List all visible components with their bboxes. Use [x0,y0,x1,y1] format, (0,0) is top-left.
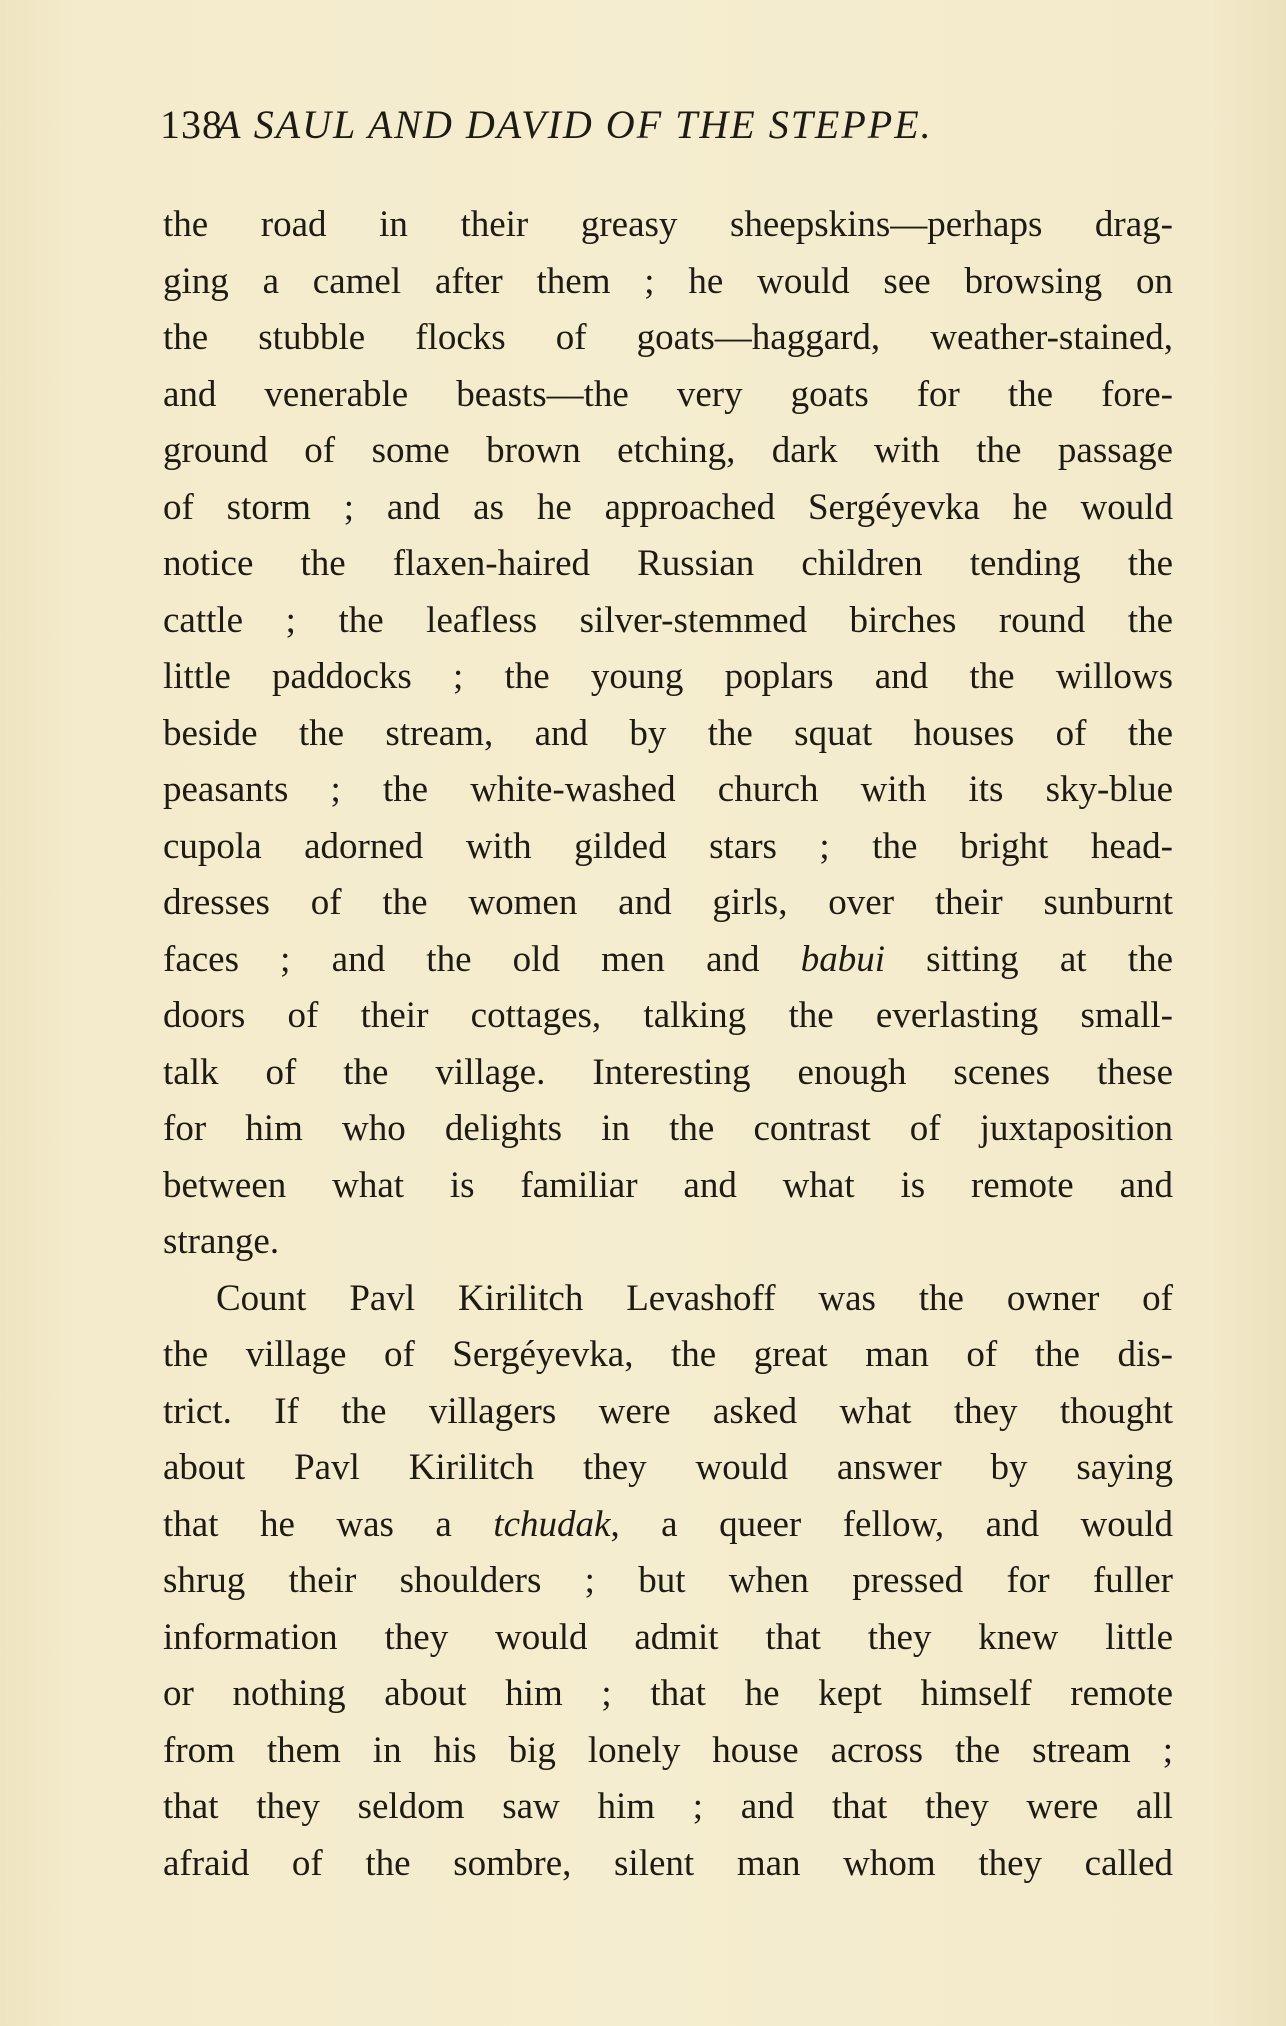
text-line [163,1553,1173,1610]
text-line [163,875,1173,932]
text-segment: and venerable beasts—the very goats for the fore- [163,373,1173,415]
text-line [163,536,1173,593]
text-line [163,1158,1173,1215]
text-segment: talk of the village. Interesting enough scenes these [163,1051,1173,1093]
text-line [163,649,1173,706]
text-line [163,1497,1173,1554]
text-segment: ground of some brown etching, dark with the passage [163,430,1173,471]
text-line [163,367,1173,424]
text-segment: cupola adorned with gilded stars ; the bright head- [163,825,1173,867]
text-segment: afraid of the sombre, silent man whom they called [163,1842,1173,1884]
text-segment: cattle ; the leafless silver-stemmed birches round the [163,599,1173,641]
text-segment: dresses of the women and girls, over their sunburnt [163,882,1173,923]
text-line [163,197,1173,254]
text-line [163,1836,1173,1893]
page-number: 138 [160,102,223,147]
text-segment: of storm ; and as he approached Sergéyevka he would [163,486,1173,528]
italic-word: tchudak [493,1503,611,1545]
text-segment: the road in their greasy sheepskins—perhaps drag- [163,204,1173,245]
text-line [163,310,1173,367]
text-segment: beside the stream, and by the squat houses of the [163,712,1173,754]
text-line [163,1045,1173,1102]
text-line [163,254,1173,311]
text-line [163,762,1173,819]
text-segment: shrug their shoulders ; but when pressed for fuller [163,1560,1173,1601]
text-line [163,932,1173,989]
text-line [163,1384,1173,1441]
text-line [163,1101,1173,1158]
text-line [163,819,1173,876]
text-segment: strange. [163,1221,280,1262]
text-segment: for him who delights in the contrast of juxtaposition [163,1108,1173,1149]
body-text [163,197,1173,1892]
running-head [160,100,1120,150]
text-line [163,1327,1173,1384]
text-segment: that he was a [163,1503,494,1545]
text-segment: from them in his big lonely house across the stream ; [163,1729,1173,1771]
italic-word: babui [800,938,885,980]
text-line [163,1779,1173,1836]
text-segment: that they seldom saw him ; and that they were all [163,1786,1173,1827]
text-segment: the village of Sergéyevka, the great man of the dis- [163,1334,1173,1375]
text-line [163,1440,1173,1497]
text-line [163,706,1173,763]
text-segment: faces ; and the old men and [163,938,801,980]
text-segment: notice the flaxen-haired Russian children tending the [163,543,1173,584]
running-title: A SAUL AND DAVID OF THE STEPPE. [216,102,933,147]
text-line [163,593,1173,650]
text-segment: about Pavl Kirilitch they would answer by saying [163,1447,1173,1488]
text-segment: between what is familiar and what is remote and [163,1164,1173,1206]
text-segment: peasants ; the white-washed church with its sky-blue [163,769,1173,810]
text-line [163,1214,1173,1271]
text-segment: the stubble flocks of goats—haggard, weather-stained, [163,317,1173,358]
text-segment: ging a camel after them ; he would see browsing on [163,260,1173,302]
text-segment: trict. If the villagers were asked what they thought [163,1390,1173,1432]
text-line [163,480,1173,537]
text-line [163,1723,1173,1780]
text-line [163,1610,1173,1667]
text-line [163,423,1173,480]
text-segment: sitting at the [884,938,1173,980]
text-line [163,988,1173,1045]
text-line [163,1271,1173,1328]
text-segment: Count Pavl Kirilitch Levashoff was the owner of [216,1277,1173,1319]
text-line [163,1666,1173,1723]
text-segment: little paddocks ; the young poplars and the willows [163,656,1173,697]
text-segment: information they would admit that they knew little [163,1616,1173,1658]
text-segment: doors of their cottages, talking the everlasting small- [163,995,1173,1036]
text-segment: or nothing about him ; that he kept himself remote [163,1673,1173,1714]
text-segment: , a queer fellow, and would [610,1503,1173,1545]
